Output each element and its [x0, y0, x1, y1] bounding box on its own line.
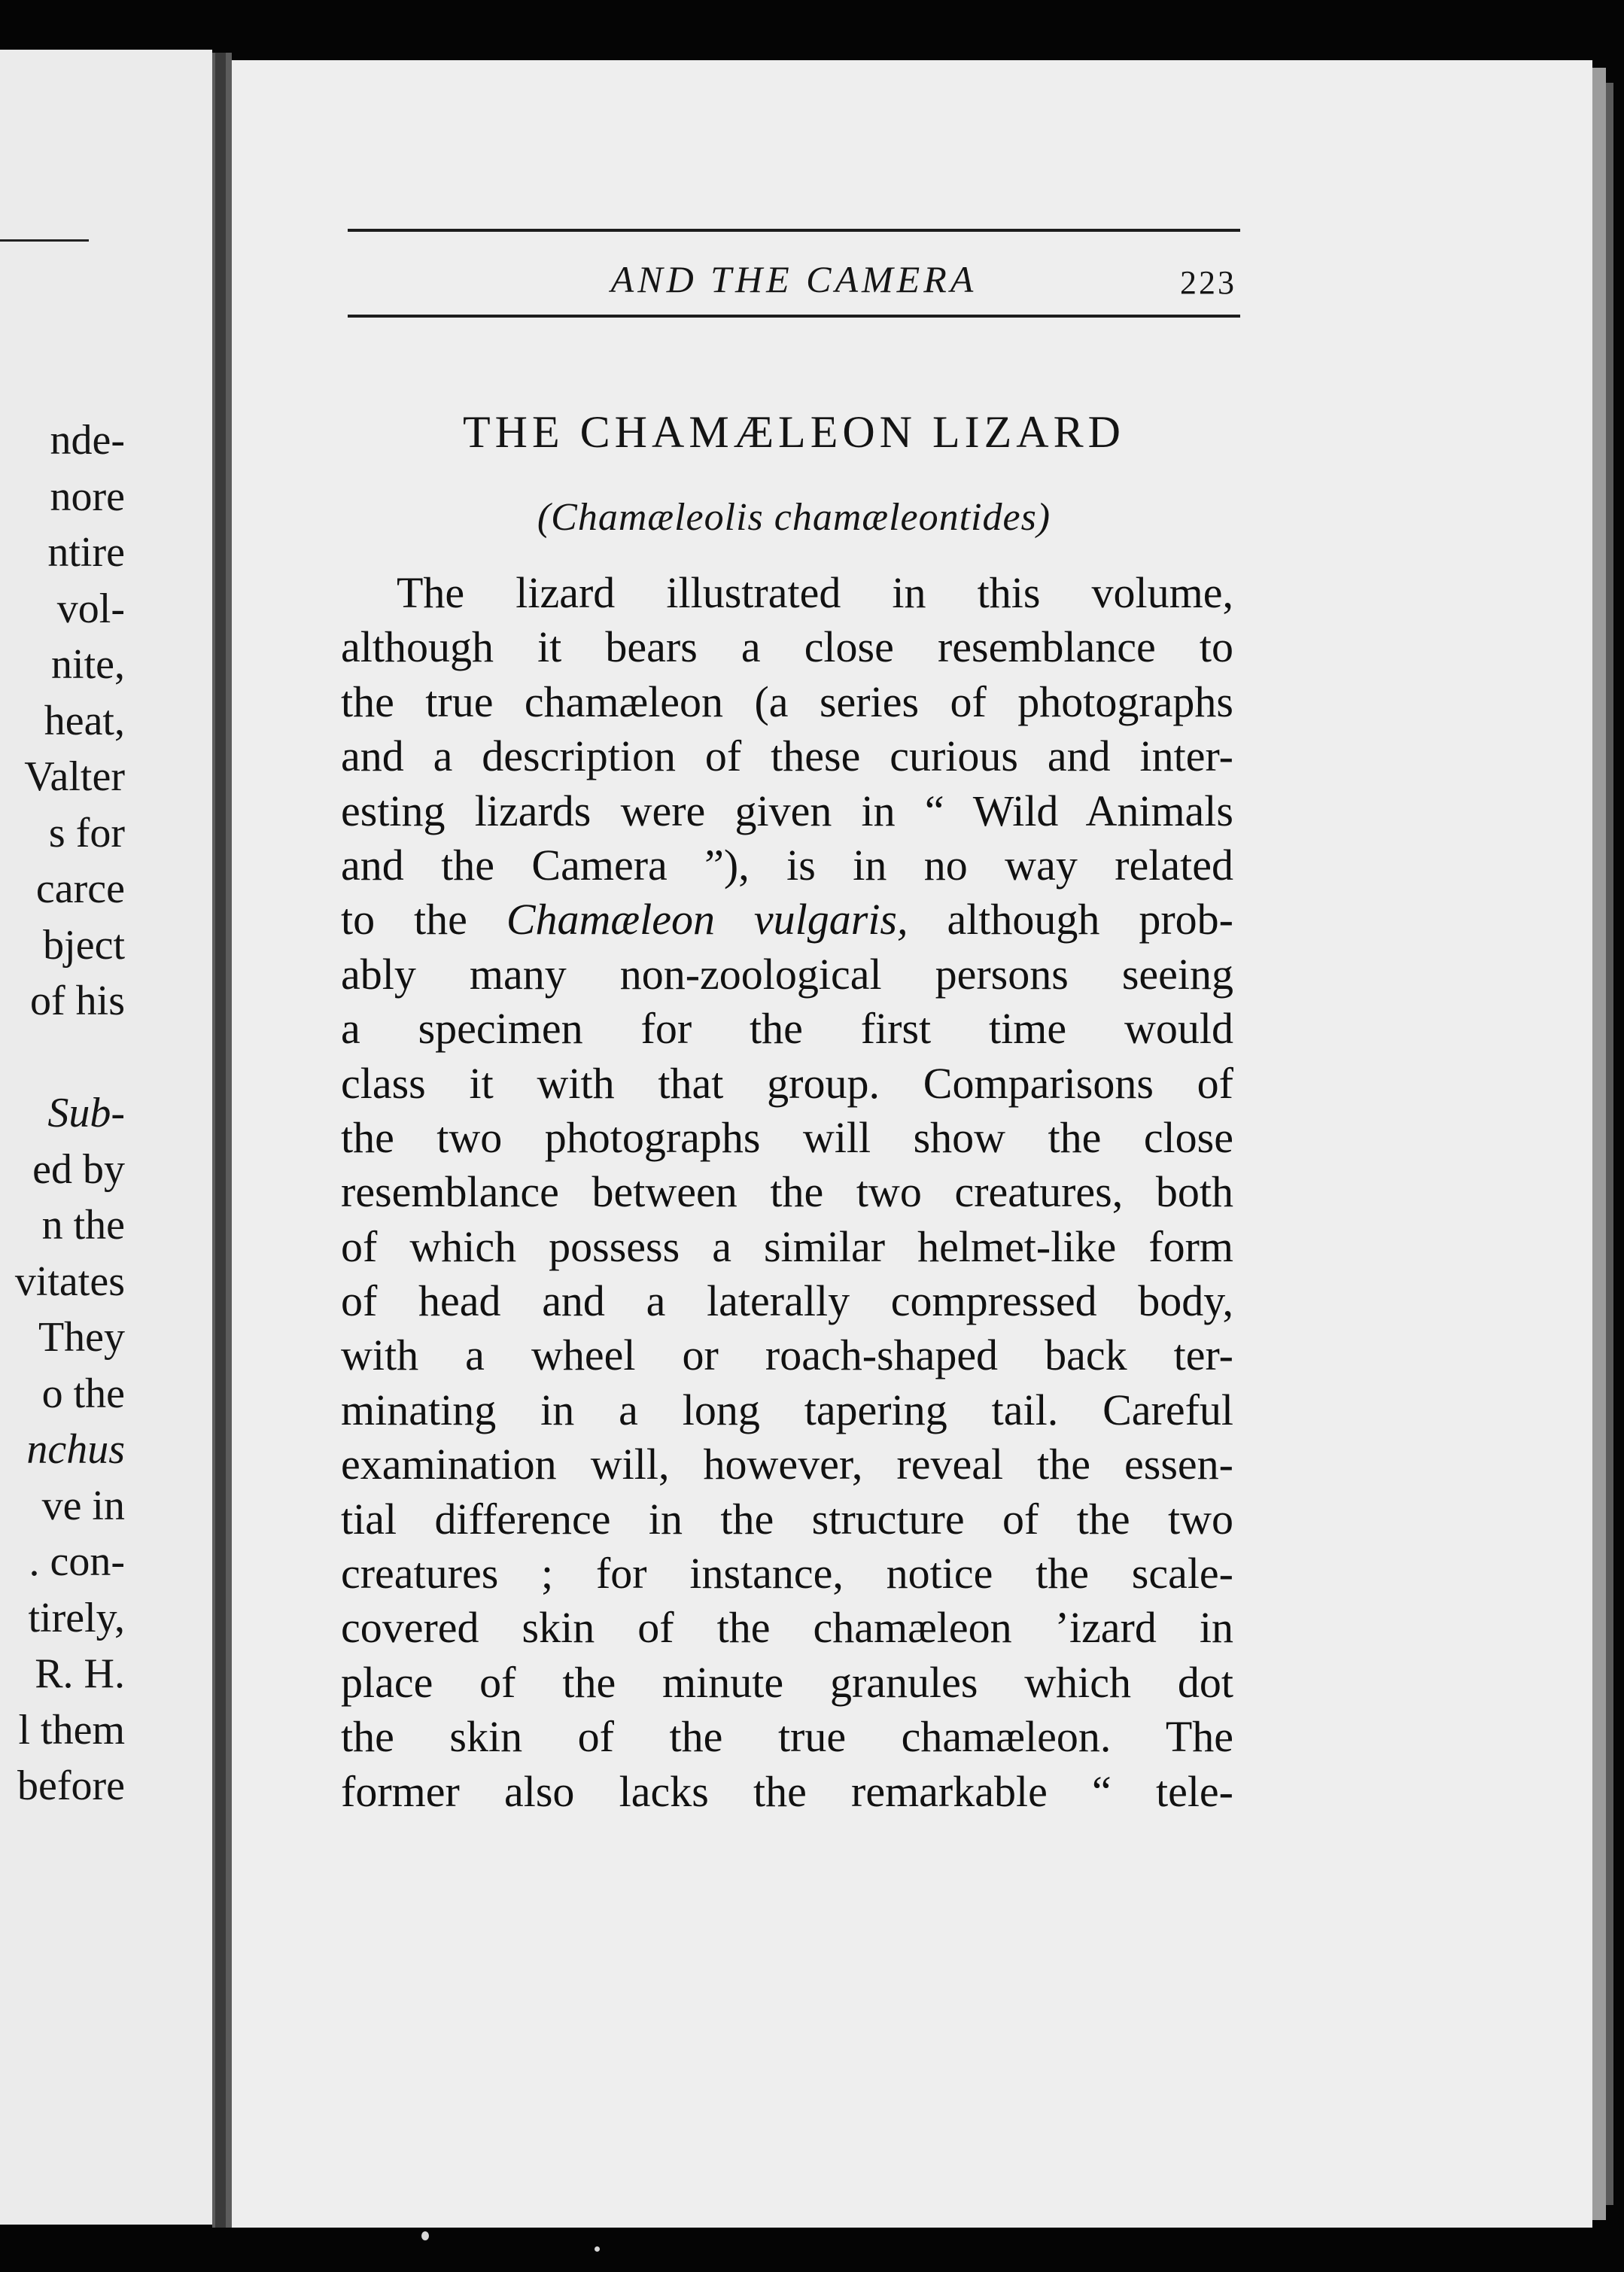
left-line: nite, [51, 641, 125, 688]
body-line-with-italic [341, 893, 1233, 947]
body-line: creatures ; for instance, notice the scale- [341, 1549, 1233, 1598]
body-line: The lizard illustrated in this volume, [397, 568, 1233, 617]
left-line: l them [18, 1706, 125, 1753]
body-line: esting lizards were given in “ Wild Animals [341, 786, 1233, 835]
left-line: They [38, 1314, 125, 1361]
left-page-text [0, 412, 125, 1814]
body-line: and the Camera ”), is in no way related [341, 840, 1233, 890]
page-edge-shadow [1606, 83, 1613, 2205]
body-line: covered skin of the chamæleon ʼizard in [341, 1603, 1233, 1653]
body-line: a specimen for the first time would [341, 1004, 1233, 1054]
left-line: nde- [50, 417, 125, 464]
left-line: o the [41, 1370, 125, 1417]
left-line: s for [48, 809, 125, 856]
scan-speck [595, 2246, 600, 2252]
left-line: ed by [32, 1145, 125, 1193]
body-line: resemblance between the two creatures, both [341, 1167, 1233, 1217]
left-line: bject [43, 921, 125, 969]
left-page-rule [0, 239, 89, 242]
body-line: of head and a laterally compressed body, [341, 1276, 1233, 1326]
left-line: Sub- [47, 1090, 125, 1136]
right-page [232, 60, 1592, 2228]
body-line: the two photographs will show the close [341, 1112, 1233, 1162]
body-line: minating in a long tapering tail. Careful [341, 1385, 1233, 1434]
book-gutter-shadow [215, 53, 226, 2228]
body-line: the true chamæleon (a series of photographs [341, 677, 1233, 726]
body-line: with a wheel or roach-shaped back ter- [341, 1331, 1233, 1380]
page-edge [1592, 68, 1606, 2220]
left-line: of his [30, 978, 125, 1024]
body-line: tial difference in the structure of the two [341, 1494, 1233, 1544]
species-name-italic: Chamæleon vulgaris, [506, 895, 908, 944]
scan-speck [421, 2231, 429, 2240]
body-line: former also lacks the remarkable “ tele- [341, 1766, 1233, 1816]
left-line: vol- [56, 585, 125, 632]
body-text-run: although prob- [947, 895, 1233, 944]
article-body [341, 566, 1233, 1819]
left-line: vitates [14, 1258, 125, 1305]
left-facing-page [0, 50, 212, 2225]
left-line: carce [35, 865, 125, 912]
header-rule-bottom [348, 315, 1240, 318]
left-line: before [17, 1763, 125, 1809]
left-line: nore [50, 473, 125, 520]
left-line: n the [41, 1202, 125, 1249]
left-line: nchus [26, 1426, 125, 1473]
body-line: the skin of the true chamæleon. The [341, 1712, 1233, 1762]
running-head: AND THE CAMERA [610, 258, 978, 300]
left-line: R. H. [35, 1650, 125, 1697]
article-subtitle: (Chamæleolis chamæleontides) [537, 496, 1051, 539]
left-line: Valter [24, 753, 125, 800]
left-line: ve in [41, 1482, 125, 1529]
body-line: ably many non-zoological persons seeing [341, 949, 1233, 999]
article-title: THE CHAMÆLEON LIZARD [463, 407, 1125, 457]
left-line: tirely, [28, 1594, 125, 1641]
body-line: of which possess a similar helmet-like form [341, 1221, 1233, 1271]
left-line: . con- [29, 1538, 125, 1585]
body-line: class it with that group. Comparisons of [341, 1058, 1233, 1108]
left-line: ntire [47, 529, 125, 576]
body-line: place of the minute granules which dot [341, 1657, 1233, 1707]
left-line: heat, [44, 697, 125, 744]
header-rule-top [348, 229, 1240, 232]
left-line-gap [0, 1030, 125, 1086]
page-number: 223 [1180, 264, 1236, 301]
body-text-run: to the [341, 895, 467, 944]
body-line: although it bears a close resemblance to [341, 622, 1233, 672]
body-line: and a description of these curious and inter- [341, 731, 1233, 781]
body-line: examination will, however, reveal the essen- [341, 1440, 1233, 1489]
